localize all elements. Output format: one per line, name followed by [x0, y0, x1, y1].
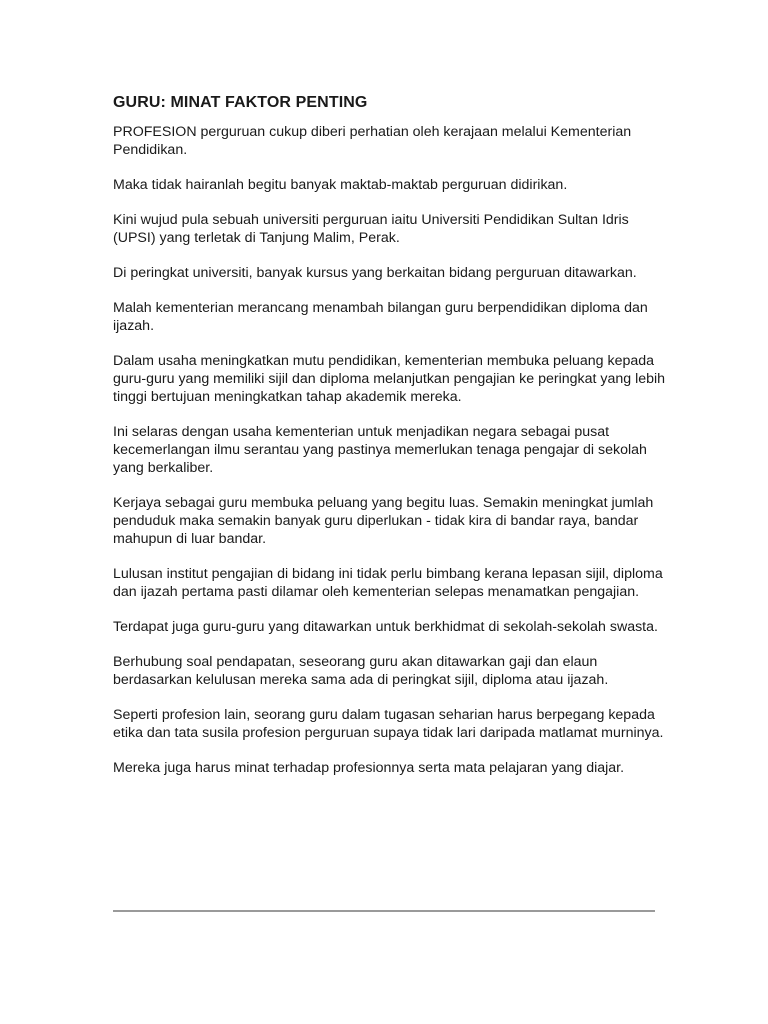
- paragraph-12: Seperti profesion lain, seorang guru dalam tugasan seharian harus berpegang kepada etika dan tata susila profesion perguruan supaya tidak lari daripada matlamat murninya.: [113, 707, 664, 741]
- paragraph-6: Dalam usaha meningkatkan mutu pendidikan, kementerian membuka peluang kepada guru-guru yang memiliki sijil dan diploma melanjutkan pengajian ke peringkat yang lebih tinggi bertujuan meningkatkan tahap akademik mereka.: [113, 353, 666, 405]
- paragraph-7: Ini selaras dengan usaha kementerian untuk menjadikan negara sebagai pusat kecemerlangan ilmu serantau yang pastinya memerlukan tenaga pengajar di sekolah yang berkaliber.: [113, 424, 647, 476]
- paragraph-3: Kini wujud pula sebuah universiti perguruan iaitu Universiti Pendidikan Sultan Idris (UPSI) yang terletak di Tanjung Malim, Perak.: [113, 212, 629, 246]
- paragraph-9: Lulusan institut pengajian di bidang ini tidak perlu bimbang kerana lepasan sijil, diploma dan ijazah pertama pasti dilamar oleh kementerian selepas menamatkan pengajian.: [113, 566, 663, 600]
- paragraph-4: Di peringkat universiti, banyak kursus yang berkaitan bidang perguruan ditawarkan.: [113, 265, 637, 281]
- article-body: [113, 123, 673, 777]
- paragraph-2: Maka tidak hairanlah begitu banyak maktab-maktab perguruan didirikan.: [113, 177, 568, 193]
- paragraph-13: Mereka juga harus minat terhadap profesionnya serta mata pelajaran yang diajar.: [113, 760, 625, 776]
- document-page: [113, 93, 673, 794]
- document-title: GURU: MINAT FAKTOR PENTING: [113, 94, 368, 111]
- paragraph-8: Kerjaya sebagai guru membuka peluang yang begitu luas. Semakin meningkat jumlah penduduk maka semakin banyak guru diperlukan - tidak kira di bandar raya, bandar mahupun di luar bandar.: [113, 495, 654, 547]
- paragraph-5: Malah kementerian merancang menambah bilangan guru berpendidikan diploma dan ijazah.: [113, 300, 648, 334]
- paragraph-1: PROFESION perguruan cukup diberi perhatian oleh kerajaan melalui Kementerian Pendidikan.: [113, 124, 632, 158]
- paragraph-11: Berhubung soal pendapatan, seseorang guru akan ditawarkan gaji dan elaun berdasarkan kelulusan mereka sama ada di peringkat sijil, diploma atau ijazah.: [113, 654, 609, 688]
- horizontal-divider: [113, 910, 655, 912]
- paragraph-10: Terdapat juga guru-guru yang ditawarkan untuk berkhidmat di sekolah-sekolah swasta.: [113, 619, 658, 635]
